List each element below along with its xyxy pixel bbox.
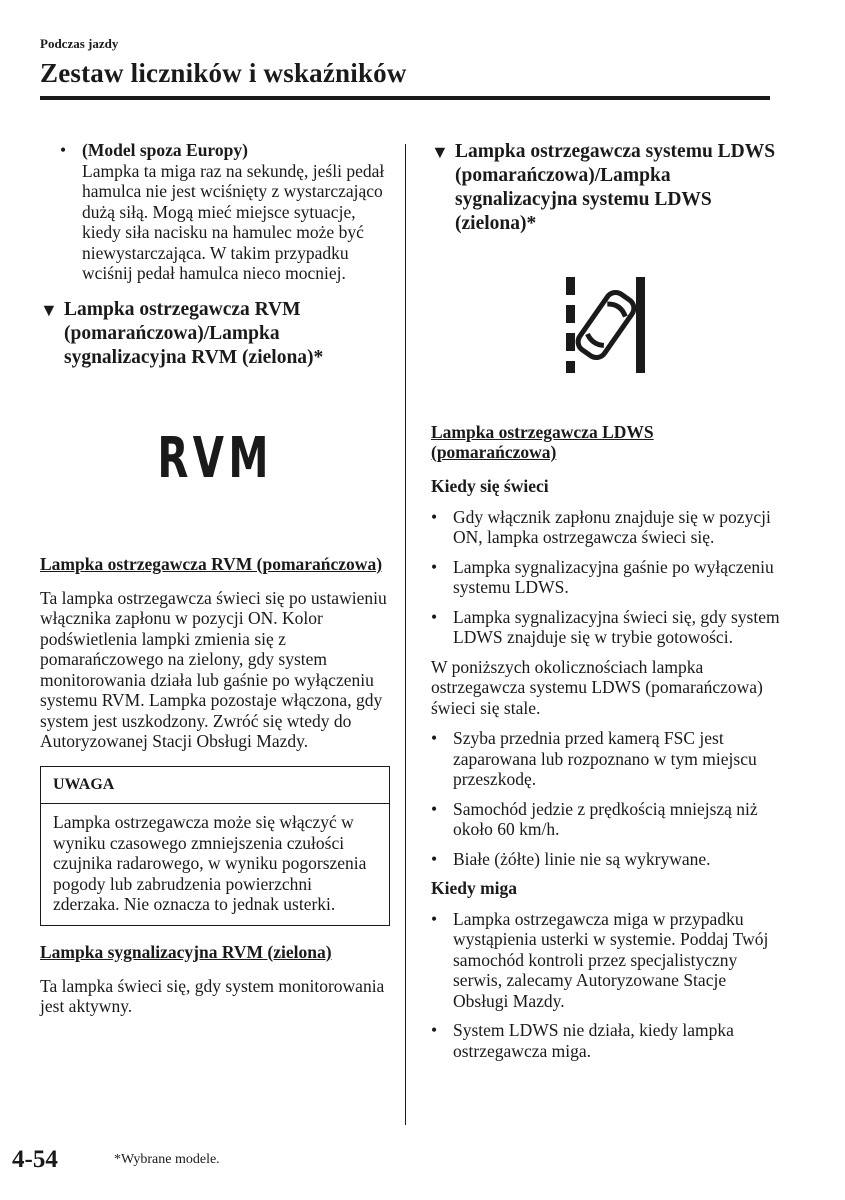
subheading-when-on: Kiedy się świeci: [431, 476, 549, 496]
list-item-text: Białe (żółte) linie nie są wykrywane.: [453, 848, 711, 869]
paragraph: W poniższych okolicznościach lampka ostrzegawcza systemu LDWS (pomarańczowa) świeci się stale.: [431, 656, 763, 718]
list-item: • Samochód jedzie z prędkością mniejszą niż około 60 km/h.: [431, 799, 781, 840]
list-item: • Białe (żółte) linie nie są wykrywane.: [431, 849, 781, 870]
subheading-ldws-warning: Lampka ostrzegawcza LDWS (pomarańczowa): [431, 422, 654, 462]
triangle-icon: ▼: [40, 299, 58, 320]
list-item: • Lampka sygnalizacyjna gaśnie po wyłączeniu systemu LDWS.: [431, 557, 781, 598]
list-item-text: Gdy włącznik zapłonu znajduje się w pozycji ON, lampka ostrzegawcza świeci się.: [453, 506, 771, 547]
subheading-rvm-warning: Lampka ostrzegawcza RVM (pomarańczowa): [40, 553, 383, 574]
notice-box: [40, 766, 390, 926]
paragraph: Ta lampka ostrzegawcza świeci się po ustawieniu włącznika zapłonu w pozycji ON. Kolor podświetlenia lampki zmienia się z pomarańczowego na zielony, gdy system monitorowania działa lub gaśnie po wyłączeniu systemu RVM. Lampka pozostaje włączona, gdy system jest uszkodzony. Zwróć się wtedy do Autoryzowanej Stacji Obsługi Mazdy.: [40, 587, 387, 751]
notice-text: Lampka ostrzegawcza może się włączyć w wyniku czasowego zmniejszenia czułości czujnika radarowego, w wyniku pogorszenia pogody lub zabrudzenia powierzchni zderzaka. Nie oznacza to jednak usterki.: [53, 812, 367, 914]
list-item: • System LDWS nie działa, kiedy lampka ostrzegawcza miga.: [431, 1020, 781, 1061]
subheading-rvm-indicator: Lampka sygnalizacyjna RVM (zielona): [40, 941, 332, 962]
bullet-heading: (Model spoza Europy): [82, 140, 248, 160]
list-item-text: System LDWS nie działa, kiedy lampka ostrzegawcza miga.: [453, 1020, 734, 1061]
rvm-icon-text: RVM: [157, 426, 273, 492]
left-column: [40, 140, 390, 1017]
bullet-dot: •: [60, 140, 67, 160]
heading-text: Lampka ostrzegawcza RVM (pomarańczowa)/Lampka sygnalizacyjna RVM (zielona)*: [64, 298, 324, 368]
section-label: Podczas jazdy: [40, 36, 119, 51]
lane-departure-icon: [431, 254, 781, 394]
list-item: • Szyba przednia przed kamerą FSC jest zaparowana lub rozpoznano w tym miejscu przeszkodę.: [431, 728, 781, 790]
list-item-text: Samochód jedzie z prędkością mniejszą niż około 60 km/h.: [453, 798, 758, 839]
footnote: *Wybrane modele.: [114, 1152, 220, 1167]
notice-title: UWAGA: [41, 767, 389, 805]
list-item: • Gdy włącznik zapłonu znajduje się w pozycji ON, lampka ostrzegawcza świeci się.: [431, 507, 781, 548]
list-item-text: Szyba przednia przed kamerą FSC jest zaparowana lub rozpoznano w tym miejscu przeszkodę.: [453, 728, 757, 789]
heading-text: Lampka ostrzegawcza systemu LDWS (pomarańczowa)/Lampka sygnalizacyjna systemu LDWS (zielona)*: [455, 141, 776, 234]
list-item: [40, 140, 390, 284]
page-title: Zestaw liczników i wskaźników: [40, 58, 407, 88]
section-heading-rvm: [40, 298, 390, 370]
right-column: [431, 140, 781, 1070]
column-divider: [405, 144, 406, 1125]
bullet-text: Lampka ta miga raz na sekundę, jeśli pedał hamulca nie jest wciśnięty z wystarczająco dużą siłą. Mogą mieć miejsce sytuacje, kiedy siła nacisku na hamulec może być niewystarczająca. W takim przypadku wciśnij pedał hamulca nieco mocniej.: [82, 160, 385, 283]
page-number: 4-54: [12, 1146, 58, 1173]
list-item-text: Lampka sygnalizacyjna gaśnie po wyłączeniu systemu LDWS.: [453, 556, 774, 597]
paragraph: Ta lampka świeci się, gdy system monitorowania jest aktywny.: [40, 975, 385, 1016]
list-item: • Lampka sygnalizacyjna świeci się, gdy system LDWS znajduje się w trybie gotowości.: [431, 606, 780, 647]
list-item-text: Lampka sygnalizacyjna świeci się, gdy system LDWS znajduje się w trybie gotowości.: [453, 606, 780, 647]
section-heading-ldws: [431, 140, 781, 236]
rvm-icon: [40, 400, 390, 520]
list-item: • Lampka ostrzegawcza miga w przypadku wystąpienia usterki w systemie. Poddaj Twój samochód kontroli przez specjalistyczny serwis, zalecamy Autoryzowane Stacje Obsługi Mazdy.: [431, 909, 781, 1012]
title-rule: [40, 96, 770, 100]
triangle-icon: ▼: [431, 142, 449, 162]
list-item-text: Lampka ostrzegawcza miga w przypadku wystąpienia usterki w systemie. Poddaj Twój samochód kontroli przez specjalistyczny serwis, zalecamy Autoryzowane Stacje Obsługi Mazdy.: [453, 908, 769, 1011]
subheading-when-blink: Kiedy miga: [431, 878, 518, 898]
